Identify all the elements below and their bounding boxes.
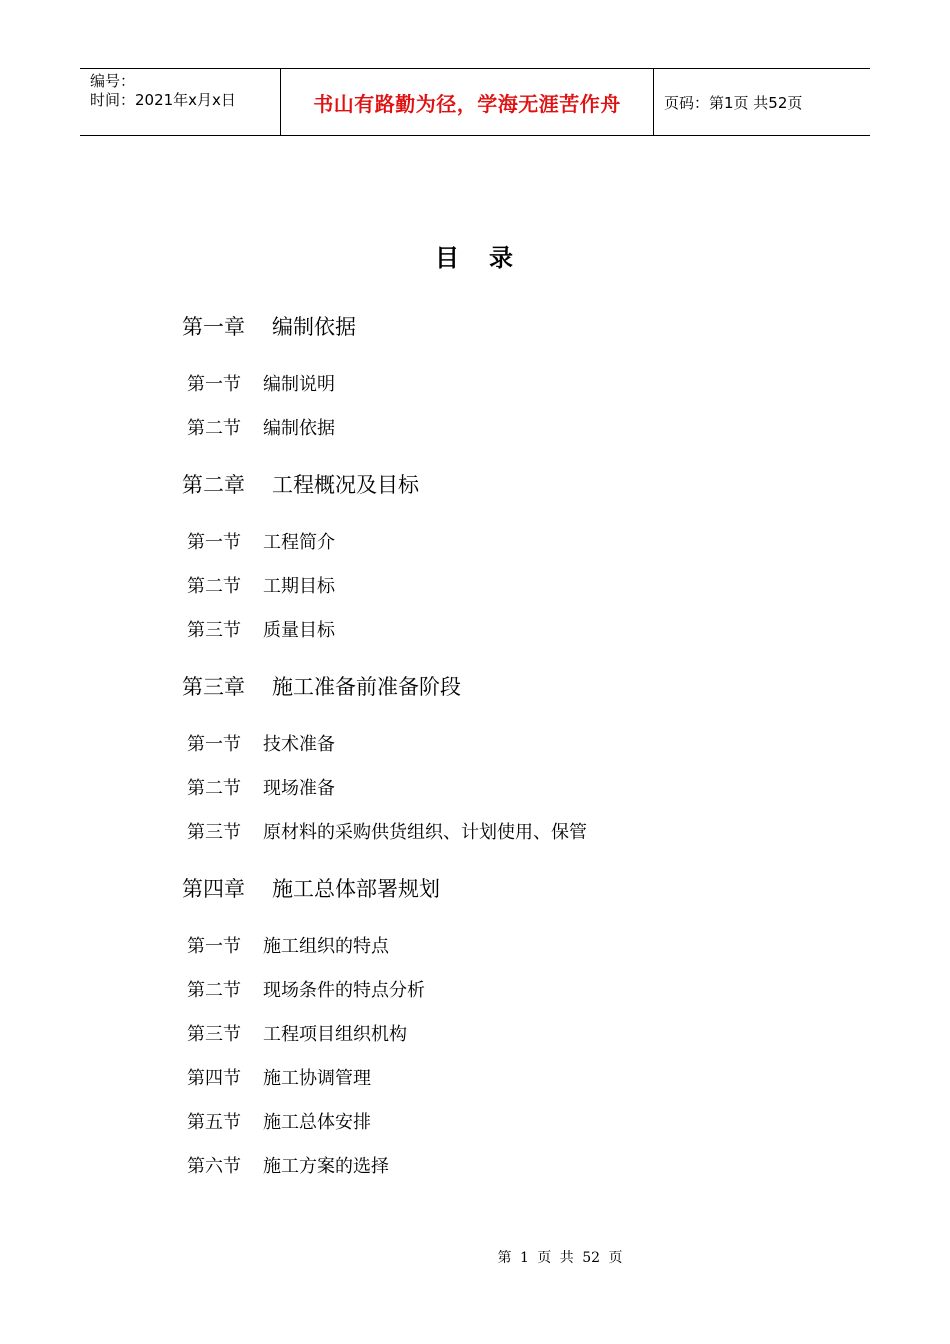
- header-meta-cell: [80, 69, 281, 135]
- toc-number: 第二节: [187, 778, 241, 799]
- toc-number: 第一节: [187, 374, 241, 395]
- toc-number: 第一章: [182, 315, 245, 339]
- toc-number: 第一节: [187, 734, 241, 755]
- toc-title: 目录: [435, 244, 543, 272]
- toc-section: [187, 616, 335, 642]
- toc-number: 第三节: [187, 620, 241, 641]
- toc-label: 原材料的采购供货组织、计划使用、保管: [263, 822, 587, 843]
- toc-label: 工程项目组织机构: [263, 1024, 407, 1045]
- toc-section: [187, 976, 425, 1002]
- toc-section: [187, 932, 389, 958]
- toc-number: 第三节: [187, 822, 241, 843]
- toc-number: 第一节: [187, 936, 241, 957]
- toc-label: 技术准备: [263, 734, 335, 755]
- toc-section: [187, 1020, 407, 1046]
- toc-label: 编制说明: [263, 374, 335, 395]
- toc-section: [187, 774, 335, 800]
- toc-section: [187, 414, 335, 440]
- toc-number: 第二节: [187, 418, 241, 439]
- toc-section: [187, 1108, 371, 1134]
- toc-number: 第二节: [187, 980, 241, 1001]
- document-time-label: 时间：2021年x月x日: [90, 91, 236, 109]
- toc-number: 第二章: [182, 473, 245, 497]
- toc-number: 第四章: [182, 877, 245, 901]
- toc-label: 施工总体部署规划: [272, 877, 440, 901]
- toc-label: 施工组织的特点: [263, 936, 389, 957]
- toc-section: [187, 1064, 371, 1090]
- toc-number: 第二节: [187, 576, 241, 597]
- toc-chapter: [182, 671, 461, 701]
- toc-label: 施工方案的选择: [263, 1156, 389, 1177]
- toc-section: [187, 370, 335, 396]
- toc-label: 施工协调管理: [263, 1068, 371, 1089]
- toc-label: 现场准备: [263, 778, 335, 799]
- toc-label: 工程概况及目标: [272, 473, 419, 497]
- toc-chapter: [182, 469, 419, 499]
- toc-section: [187, 528, 335, 554]
- toc-number: 第五节: [187, 1112, 241, 1133]
- toc-section: [187, 730, 335, 756]
- toc-number: 第三节: [187, 1024, 241, 1045]
- page-footer: 第 1 页 共 52 页: [497, 1250, 623, 1266]
- page-header: [80, 68, 870, 136]
- toc-label: 编制依据: [263, 418, 335, 439]
- toc-label: 工程简介: [263, 532, 335, 553]
- document-number-label: 编号：: [90, 72, 136, 90]
- toc-label: 施工准备前准备阶段: [272, 675, 461, 699]
- toc-section: [187, 818, 587, 844]
- toc-number: 第三章: [182, 675, 245, 699]
- header-motto: 书山有路勤为径，学海无涯苦作舟: [281, 69, 654, 135]
- toc-label: 工期目标: [263, 576, 335, 597]
- toc-number: 第四节: [187, 1068, 241, 1089]
- toc-number: 第六节: [187, 1156, 241, 1177]
- toc-label: 编制依据: [272, 315, 356, 339]
- toc-chapter: [182, 873, 440, 903]
- toc-chapter: [182, 311, 356, 341]
- toc-number: 第一节: [187, 532, 241, 553]
- toc-section: [187, 572, 335, 598]
- toc-label: 质量目标: [263, 620, 335, 641]
- toc-section: [187, 1152, 389, 1178]
- toc-label: 现场条件的特点分析: [263, 980, 425, 1001]
- header-page-info: 页码：第1页 共52页: [664, 93, 803, 112]
- toc-label: 施工总体安排: [263, 1112, 371, 1133]
